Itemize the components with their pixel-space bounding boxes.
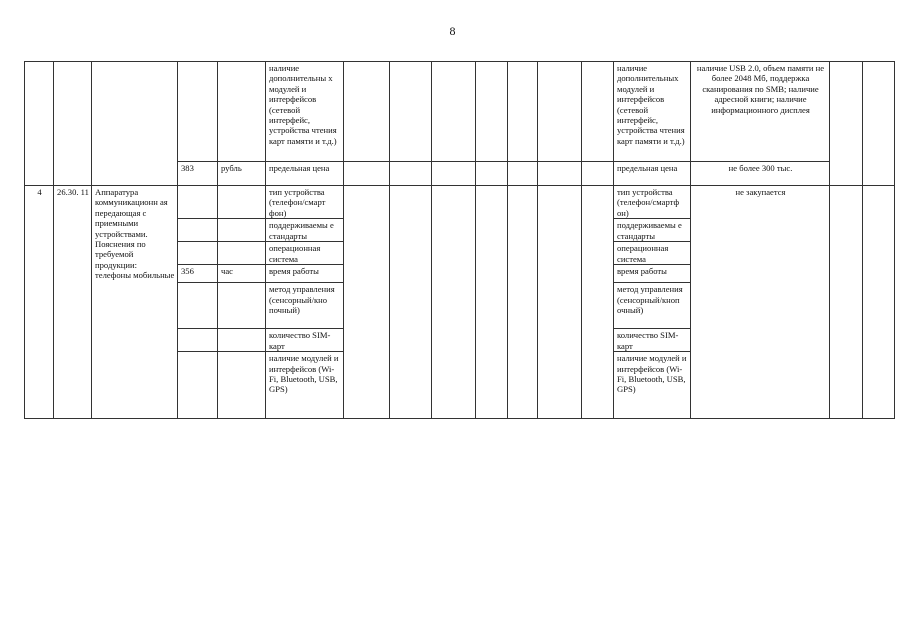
cell-name: Аппаратура коммуникационн ая передающая с приемными устройствами. Пояснения по требуемой продукции: телефоны мобильные bbox=[92, 186, 178, 419]
cell-characteristic: предельная цена bbox=[266, 162, 344, 186]
cell-characteristic-approved: наличие модулей и интерфейсов (Wi-Fi, Bluetooth, USB, GPS) bbox=[614, 352, 691, 419]
cell-characteristic: наличие модулей и интерфейсов (Wi-Fi, Bluetooth, USB, GPS) bbox=[266, 352, 344, 419]
cell-characteristic: операционная система bbox=[266, 242, 344, 265]
cell-characteristic-approved: метод управления (сенсорный/кноп очный) bbox=[614, 283, 691, 329]
cell-characteristic: количество SIM-карт bbox=[266, 329, 344, 352]
table-row bbox=[25, 62, 895, 162]
cell-okei-name bbox=[218, 186, 266, 219]
cell-characteristic-approved: наличие дополнительных модулей и интерфейсов (сетевой интерфейс, устройства чтения карт памяти и т.д.) bbox=[614, 62, 691, 162]
requirements-table bbox=[24, 61, 895, 419]
cell-characteristic: время работы bbox=[266, 265, 344, 283]
cell-name bbox=[92, 62, 178, 186]
cell-okei-name bbox=[218, 62, 266, 162]
cell-characteristic: метод управления (сенсорный/кно почный) bbox=[266, 283, 344, 329]
cell-value: наличие USB 2.0, объем памяти не более 2048 Мб, поддержка сканирования по SMB; наличие адресной книги; наличие информационного дисплея bbox=[691, 62, 830, 162]
cell-okei-code bbox=[178, 186, 218, 219]
cell-characteristic-approved: поддерживаемы е стандарты bbox=[614, 219, 691, 242]
cell-okei-name: час bbox=[218, 265, 266, 283]
cell-okpd: 26.30. 11 bbox=[54, 186, 92, 419]
cell-okei-code: 383 bbox=[178, 162, 218, 186]
cell-okei-name: рубль bbox=[218, 162, 266, 186]
cell-characteristic: поддерживаемы е стандарты bbox=[266, 219, 344, 242]
table-row bbox=[25, 186, 895, 219]
cell-number bbox=[25, 62, 54, 186]
cell-characteristic-approved: предельная цена bbox=[614, 162, 691, 186]
cell-value: не закупается bbox=[691, 186, 830, 419]
cell-okei-code: 356 bbox=[178, 265, 218, 283]
cell-characteristic-approved: операционная система bbox=[614, 242, 691, 265]
cell-characteristic: тип устройства (телефон/смарт фон) bbox=[266, 186, 344, 219]
page-number: 8 bbox=[449, 24, 456, 38]
cell-okpd bbox=[54, 62, 92, 186]
cell-characteristic-approved: тип устройства (телефон/смартф он) bbox=[614, 186, 691, 219]
cell-okei-code bbox=[178, 62, 218, 162]
cell-characteristic-approved: количество SIM-карт bbox=[614, 329, 691, 352]
cell-characteristic: наличие дополнительны х модулей и интерфейсов (сетевой интерфейс, устройства чтения карт памяти и т.д.) bbox=[266, 62, 344, 162]
cell-value: не более 300 тыс. bbox=[691, 162, 830, 186]
cell-characteristic-approved: время работы bbox=[614, 265, 691, 283]
cell-number: 4 bbox=[25, 186, 54, 419]
